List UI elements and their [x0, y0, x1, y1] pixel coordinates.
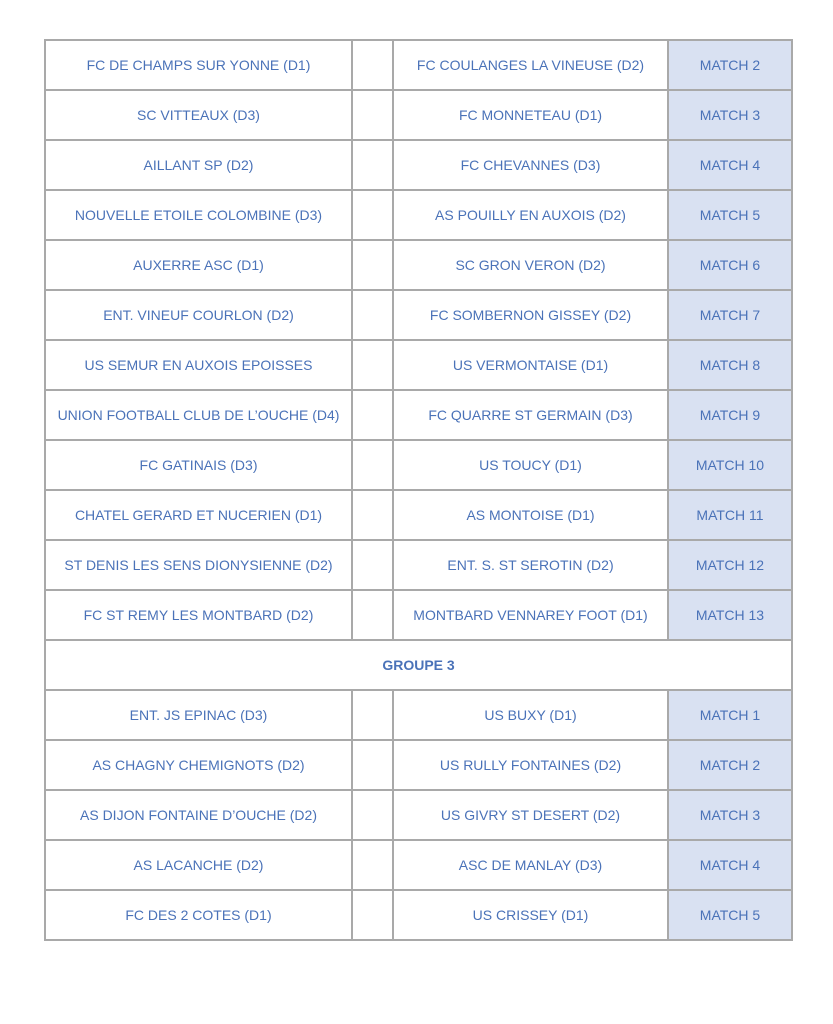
away-team-cell: FC MONNETEAU (D1): [393, 90, 668, 140]
fixture-row: [45, 840, 792, 890]
away-team-cell: MONTBARD VENNAREY FOOT (D1): [393, 590, 668, 640]
score-cell: [352, 190, 393, 240]
score-cell: [352, 290, 393, 340]
score-cell: [352, 590, 393, 640]
match-number-cell: MATCH 3: [668, 90, 792, 140]
match-number-cell: MATCH 9: [668, 390, 792, 440]
home-team-cell: ENT. VINEUF COURLON (D2): [45, 290, 352, 340]
away-team-cell: ENT. S. ST SEROTIN (D2): [393, 540, 668, 590]
home-team-cell: FC DE CHAMPS SUR YONNE (D1): [45, 40, 352, 90]
away-team-cell: FC COULANGES LA VINEUSE (D2): [393, 40, 668, 90]
home-team-cell: FC DES 2 COTES (D1): [45, 890, 352, 940]
away-team-cell: FC SOMBERNON GISSEY (D2): [393, 290, 668, 340]
score-cell: [352, 690, 393, 740]
score-cell: [352, 490, 393, 540]
fixture-row: [45, 440, 792, 490]
home-team-cell: AS LACANCHE (D2): [45, 840, 352, 890]
away-team-cell: AS POUILLY EN AUXOIS (D2): [393, 190, 668, 240]
group-title: GROUPE 3: [45, 640, 792, 690]
away-team-cell: ASC DE MANLAY (D3): [393, 840, 668, 890]
score-cell: [352, 790, 393, 840]
home-team-cell: AS CHAGNY CHEMIGNOTS (D2): [45, 740, 352, 790]
match-number-cell: MATCH 5: [668, 190, 792, 240]
home-team-cell: US SEMUR EN AUXOIS EPOISSES: [45, 340, 352, 390]
home-team-cell: ST DENIS LES SENS DIONYSIENNE (D2): [45, 540, 352, 590]
away-team-cell: AS MONTOISE (D1): [393, 490, 668, 540]
score-cell: [352, 90, 393, 140]
match-number-cell: MATCH 2: [668, 740, 792, 790]
home-team-cell: AS DIJON FONTAINE D’OUCHE (D2): [45, 790, 352, 840]
match-number-cell: MATCH 10: [668, 440, 792, 490]
away-team-cell: US GIVRY ST DESERT (D2): [393, 790, 668, 840]
home-team-cell: UNION FOOTBALL CLUB DE L’OUCHE (D4): [45, 390, 352, 440]
fixture-row: [45, 40, 792, 90]
home-team-cell: FC GATINAIS (D3): [45, 440, 352, 490]
score-cell: [352, 840, 393, 890]
fixture-row: [45, 140, 792, 190]
home-team-cell: AILLANT SP (D2): [45, 140, 352, 190]
away-team-cell: US TOUCY (D1): [393, 440, 668, 490]
match-number-cell: MATCH 12: [668, 540, 792, 590]
fixtures-table: [44, 39, 793, 941]
score-cell: [352, 890, 393, 940]
fixture-row: [45, 490, 792, 540]
home-team-cell: ENT. JS EPINAC (D3): [45, 690, 352, 740]
match-number-cell: MATCH 2: [668, 40, 792, 90]
match-number-cell: MATCH 3: [668, 790, 792, 840]
score-cell: [352, 140, 393, 190]
score-cell: [352, 540, 393, 590]
home-team-cell: CHATEL GERARD ET NUCERIEN (D1): [45, 490, 352, 540]
home-team-cell: SC VITTEAUX (D3): [45, 90, 352, 140]
away-team-cell: US CRISSEY (D1): [393, 890, 668, 940]
fixture-row: [45, 290, 792, 340]
away-team-cell: US VERMONTAISE (D1): [393, 340, 668, 390]
group-header-row: [45, 640, 792, 690]
fixture-row: [45, 240, 792, 290]
fixture-row: [45, 740, 792, 790]
score-cell: [352, 340, 393, 390]
fixture-row: [45, 90, 792, 140]
away-team-cell: FC QUARRE ST GERMAIN (D3): [393, 390, 668, 440]
fixture-row: [45, 190, 792, 240]
fixture-row: [45, 540, 792, 590]
match-number-cell: MATCH 7: [668, 290, 792, 340]
match-number-cell: MATCH 13: [668, 590, 792, 640]
fixture-row: [45, 890, 792, 940]
match-number-cell: MATCH 8: [668, 340, 792, 390]
match-number-cell: MATCH 6: [668, 240, 792, 290]
home-team-cell: FC ST REMY LES MONTBARD (D2): [45, 590, 352, 640]
fixture-row: [45, 590, 792, 640]
match-number-cell: MATCH 4: [668, 840, 792, 890]
fixture-row: [45, 690, 792, 740]
match-number-cell: MATCH 5: [668, 890, 792, 940]
home-team-cell: AUXERRE ASC (D1): [45, 240, 352, 290]
away-team-cell: US RULLY FONTAINES (D2): [393, 740, 668, 790]
fixture-row: [45, 390, 792, 440]
fixture-row: [45, 340, 792, 390]
score-cell: [352, 740, 393, 790]
fixtures-table-body: [45, 40, 792, 940]
away-team-cell: FC CHEVANNES (D3): [393, 140, 668, 190]
away-team-cell: SC GRON VERON (D2): [393, 240, 668, 290]
score-cell: [352, 40, 393, 90]
fixture-row: [45, 790, 792, 840]
score-cell: [352, 440, 393, 490]
match-number-cell: MATCH 11: [668, 490, 792, 540]
match-number-cell: MATCH 1: [668, 690, 792, 740]
away-team-cell: US BUXY (D1): [393, 690, 668, 740]
home-team-cell: NOUVELLE ETOILE COLOMBINE (D3): [45, 190, 352, 240]
score-cell: [352, 390, 393, 440]
match-number-cell: MATCH 4: [668, 140, 792, 190]
score-cell: [352, 240, 393, 290]
